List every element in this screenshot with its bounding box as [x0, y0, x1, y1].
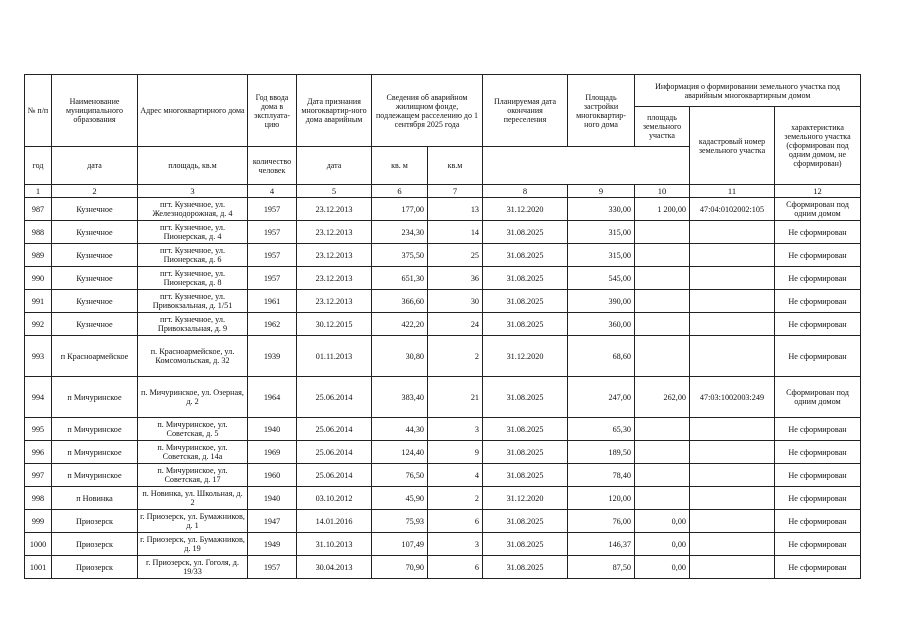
land-status: Сформирован под одним домом — [775, 377, 861, 418]
col-index: 3 — [138, 185, 248, 198]
land-status: Не сформирован — [775, 313, 861, 336]
building-area: 189,50 — [568, 441, 635, 464]
address: пгт. Кузнечное, ул. Пионерская, д. 6 — [138, 244, 248, 267]
building-area: 65,30 — [568, 418, 635, 441]
land-area: 0,00 — [635, 533, 690, 556]
area-sqm: 177,00 — [372, 198, 428, 221]
address: п. Красноармейское, ул. Комсомольская, д. 32 — [138, 336, 248, 377]
land-area — [635, 487, 690, 510]
building-area: 390,00 — [568, 290, 635, 313]
table-row — [25, 487, 861, 510]
people-count: 4 — [428, 464, 483, 487]
unit-people: количество человек — [248, 147, 297, 185]
col-index: 10 — [635, 185, 690, 198]
building-area: 87,50 — [568, 556, 635, 579]
area-sqm: 124,40 — [372, 441, 428, 464]
address: пгт. Кузнечное, ул. Пионерская, д. 8 — [138, 267, 248, 290]
municipality: п Мичуринское — [52, 464, 138, 487]
row-number: 987 — [25, 198, 52, 221]
people-count: 25 — [428, 244, 483, 267]
year-built: 1964 — [248, 377, 297, 418]
building-area: 315,00 — [568, 221, 635, 244]
table-row — [25, 221, 861, 244]
municipality: п Новинка — [52, 487, 138, 510]
unit-sqm: кв. м — [372, 147, 428, 185]
people-count: 9 — [428, 441, 483, 464]
people-count: 3 — [428, 418, 483, 441]
land-status: Сформирован под одним домом — [775, 198, 861, 221]
land-area — [635, 441, 690, 464]
land-area — [635, 221, 690, 244]
municipality: Кузнечное — [52, 313, 138, 336]
municipality: Приозерск — [52, 556, 138, 579]
col-index: 9 — [568, 185, 635, 198]
cadastral-number — [690, 533, 775, 556]
col-index: 12 — [775, 185, 861, 198]
planned-end-date: 31.08.2025 — [483, 290, 568, 313]
col-index: 7 — [428, 185, 483, 198]
table-row — [25, 267, 861, 290]
people-count: 3 — [428, 533, 483, 556]
year-built: 1940 — [248, 487, 297, 510]
area-sqm: 75,93 — [372, 510, 428, 533]
building-area: 68,60 — [568, 336, 635, 377]
land-area — [635, 336, 690, 377]
municipality: Кузнечное — [52, 244, 138, 267]
planned-end-date: 31.08.2025 — [483, 313, 568, 336]
emergency-date: 03.10.2012 — [297, 487, 372, 510]
year-built: 1947 — [248, 510, 297, 533]
building-area: 360,00 — [568, 313, 635, 336]
land-status: Не сформирован — [775, 221, 861, 244]
emergency-date: 25.06.2014 — [297, 464, 372, 487]
building-area: 545,00 — [568, 267, 635, 290]
land-area — [635, 418, 690, 441]
year-built: 1949 — [248, 533, 297, 556]
address: г. Приозерск, ул. Бумажников, д. 19 — [138, 533, 248, 556]
people-count: 14 — [428, 221, 483, 244]
planned-end-date: 31.08.2025 — [483, 533, 568, 556]
cadastral-number — [690, 418, 775, 441]
row-number: 1000 — [25, 533, 52, 556]
area-sqm: 30,80 — [372, 336, 428, 377]
people-count: 13 — [428, 198, 483, 221]
header-emergency-fund: Сведения об аварийном жилищном фонде, подлежащем расселению до 1 сентября 2025 года — [372, 75, 483, 147]
building-area: 330,00 — [568, 198, 635, 221]
planned-end-date: 31.12.2020 — [483, 198, 568, 221]
col-index: 1 — [25, 185, 52, 198]
municipality: Приозерск — [52, 510, 138, 533]
emergency-date: 01.11.2013 — [297, 336, 372, 377]
land-area: 1 200,00 — [635, 198, 690, 221]
cadastral-number — [690, 510, 775, 533]
header-row-1 — [25, 75, 861, 107]
header-municipality: Наименование муниципального образования — [52, 75, 138, 147]
municipality: Кузнечное — [52, 267, 138, 290]
table-row — [25, 290, 861, 313]
col-index: 8 — [483, 185, 568, 198]
land-status: Не сформирован — [775, 418, 861, 441]
municipality: п Мичуринское — [52, 441, 138, 464]
land-area — [635, 290, 690, 313]
land-area — [635, 313, 690, 336]
header-cadastral: кадастровый номер земельного участка — [690, 107, 775, 185]
unit-land-sqm: кв.м — [428, 147, 483, 185]
header-building-area: Площадь застройки многоквартир-ного дома — [568, 75, 635, 147]
planned-end-date: 31.12.2020 — [483, 336, 568, 377]
cadastral-number — [690, 441, 775, 464]
row-number: 993 — [25, 336, 52, 377]
emergency-date: 23.12.2013 — [297, 267, 372, 290]
cadastral-number — [690, 267, 775, 290]
planned-end-date: 31.08.2025 — [483, 244, 568, 267]
land-status: Не сформирован — [775, 487, 861, 510]
year-built: 1939 — [248, 336, 297, 377]
address: пгт. Кузнечное, ул. Пионерская, д. 4 — [138, 221, 248, 244]
table-row — [25, 198, 861, 221]
year-built: 1957 — [248, 267, 297, 290]
row-number: 992 — [25, 313, 52, 336]
people-count: 21 — [428, 377, 483, 418]
row-number: 989 — [25, 244, 52, 267]
unit-area: площадь, кв.м — [138, 147, 248, 185]
people-count: 36 — [428, 267, 483, 290]
col-index: 5 — [297, 185, 372, 198]
land-area — [635, 267, 690, 290]
year-built: 1969 — [248, 441, 297, 464]
area-sqm: 422,20 — [372, 313, 428, 336]
land-status: Не сформирован — [775, 510, 861, 533]
land-area — [635, 464, 690, 487]
column-number-row — [25, 185, 861, 198]
cadastral-number — [690, 556, 775, 579]
cadastral-number — [690, 487, 775, 510]
planned-end-date: 31.08.2025 — [483, 556, 568, 579]
address: пгт. Кузнечное, ул. Привокзальная, д. 9 — [138, 313, 248, 336]
municipality: п Красноармейское — [52, 336, 138, 377]
municipality: Кузнечное — [52, 290, 138, 313]
building-area: 146,37 — [568, 533, 635, 556]
header-planned-date: Планируемая дата окончания переселения — [483, 75, 568, 147]
table-row — [25, 556, 861, 579]
address: п. Новинка, ул. Школьная, д. 2 — [138, 487, 248, 510]
header-land-info: Информация о формировании земельного участка под аварийным многоквартирным домом — [635, 75, 861, 107]
planned-end-date: 31.12.2020 — [483, 487, 568, 510]
area-sqm: 45,90 — [372, 487, 428, 510]
table-row — [25, 441, 861, 464]
land-area: 0,00 — [635, 510, 690, 533]
people-count: 6 — [428, 556, 483, 579]
address: п. Мичуринское, ул. Советская, д. 14а — [138, 441, 248, 464]
cadastral-number — [690, 464, 775, 487]
area-sqm: 70,90 — [372, 556, 428, 579]
area-sqm: 44,30 — [372, 418, 428, 441]
land-status: Не сформирован — [775, 267, 861, 290]
table-row — [25, 313, 861, 336]
row-number: 988 — [25, 221, 52, 244]
header-address: Адрес многоквартирного дома — [138, 75, 248, 147]
document-page — [24, 74, 861, 579]
area-sqm: 366,60 — [372, 290, 428, 313]
emergency-housing-table — [24, 74, 861, 579]
cadastral-number — [690, 221, 775, 244]
table-row — [25, 533, 861, 556]
land-area: 0,00 — [635, 556, 690, 579]
cadastral-number — [690, 290, 775, 313]
row-number: 998 — [25, 487, 52, 510]
table-body — [25, 198, 861, 579]
municipality: п Мичуринское — [52, 377, 138, 418]
building-area: 120,00 — [568, 487, 635, 510]
address: п. Мичуринское, ул. Советская, д. 5 — [138, 418, 248, 441]
table-row — [25, 336, 861, 377]
row-number: 991 — [25, 290, 52, 313]
emergency-date: 23.12.2013 — [297, 244, 372, 267]
address: пгт. Кузнечное, ул. Железнодорожная, д. 4 — [138, 198, 248, 221]
header-land-area: площадь земельного участка — [635, 107, 690, 147]
municipality: Приозерск — [52, 533, 138, 556]
table-row — [25, 510, 861, 533]
table-row — [25, 244, 861, 267]
row-number: 1001 — [25, 556, 52, 579]
building-area: 76,00 — [568, 510, 635, 533]
municipality: Кузнечное — [52, 221, 138, 244]
planned-end-date: 31.08.2025 — [483, 221, 568, 244]
land-status: Не сформирован — [775, 441, 861, 464]
address: п. Мичуринское, ул. Озерная, д. 2 — [138, 377, 248, 418]
year-built: 1940 — [248, 418, 297, 441]
header-land-status: характеристика земельного участка (сформирован под одним домом, не сформирован) — [775, 107, 861, 185]
area-sqm: 107,49 — [372, 533, 428, 556]
people-count: 2 — [428, 487, 483, 510]
area-sqm: 383,40 — [372, 377, 428, 418]
row-number: 990 — [25, 267, 52, 290]
area-sqm: 375,50 — [372, 244, 428, 267]
year-built: 1960 — [248, 464, 297, 487]
people-count: 2 — [428, 336, 483, 377]
emergency-date: 25.06.2014 — [297, 418, 372, 441]
row-number: 999 — [25, 510, 52, 533]
unit-year: год — [25, 147, 52, 185]
year-built: 1962 — [248, 313, 297, 336]
year-built: 1957 — [248, 221, 297, 244]
emergency-date: 31.10.2013 — [297, 533, 372, 556]
cadastral-number — [690, 313, 775, 336]
year-built: 1957 — [248, 198, 297, 221]
emergency-date: 25.06.2014 — [297, 377, 372, 418]
municipality: Кузнечное — [52, 198, 138, 221]
cadastral-number: 47:03:1002003:249 — [690, 377, 775, 418]
people-count: 6 — [428, 510, 483, 533]
row-number: 996 — [25, 441, 52, 464]
planned-end-date: 31.08.2025 — [483, 267, 568, 290]
table-row — [25, 418, 861, 441]
cadastral-number — [690, 244, 775, 267]
emergency-date: 23.12.2013 — [297, 198, 372, 221]
year-built: 1957 — [248, 556, 297, 579]
planned-end-date: 31.08.2025 — [483, 510, 568, 533]
col-index: 4 — [248, 185, 297, 198]
land-status: Не сформирован — [775, 533, 861, 556]
emergency-date: 25.06.2014 — [297, 441, 372, 464]
unit-end-date: дата — [297, 147, 372, 185]
row-number: 994 — [25, 377, 52, 418]
building-area: 78,40 — [568, 464, 635, 487]
planned-end-date: 31.08.2025 — [483, 418, 568, 441]
unit-date: дата — [52, 147, 138, 185]
table-row — [25, 464, 861, 487]
address: г. Приозерск, ул. Гоголя, д. 19/33 — [138, 556, 248, 579]
emergency-date: 30.12.2015 — [297, 313, 372, 336]
emergency-date: 23.12.2013 — [297, 221, 372, 244]
address: г. Приозерск, ул. Бумажников, д. 1 — [138, 510, 248, 533]
land-status: Не сформирован — [775, 336, 861, 377]
area-sqm: 234,30 — [372, 221, 428, 244]
land-status: Не сформирован — [775, 244, 861, 267]
planned-end-date: 31.08.2025 — [483, 377, 568, 418]
year-built: 1957 — [248, 244, 297, 267]
land-area: 262,00 — [635, 377, 690, 418]
address: пгт. Кузнечное, ул. Привокзальная, д. 1/51 — [138, 290, 248, 313]
address: п. Мичуринское, ул. Советская, д. 17 — [138, 464, 248, 487]
col-index: 6 — [372, 185, 428, 198]
building-area: 315,00 — [568, 244, 635, 267]
cadastral-number — [690, 336, 775, 377]
building-area: 247,00 — [568, 377, 635, 418]
table-row — [25, 377, 861, 418]
cadastral-number: 47:04:0102002:105 — [690, 198, 775, 221]
people-count: 24 — [428, 313, 483, 336]
col-index: 2 — [52, 185, 138, 198]
planned-end-date: 31.08.2025 — [483, 441, 568, 464]
header-year: Год ввода дома в эксплуата-цию — [248, 75, 297, 147]
header-number: № п/п — [25, 75, 52, 147]
land-status: Не сформирован — [775, 464, 861, 487]
emergency-date: 14.01.2016 — [297, 510, 372, 533]
col-index: 11 — [690, 185, 775, 198]
header-emergency-date: Дата признания многоквартир-ного дома аварийным — [297, 75, 372, 147]
row-number: 997 — [25, 464, 52, 487]
land-area — [635, 244, 690, 267]
land-status: Не сформирован — [775, 556, 861, 579]
year-built: 1961 — [248, 290, 297, 313]
planned-end-date: 31.08.2025 — [483, 464, 568, 487]
emergency-date: 30.04.2013 — [297, 556, 372, 579]
row-number: 995 — [25, 418, 52, 441]
emergency-date: 23.12.2013 — [297, 290, 372, 313]
area-sqm: 76,50 — [372, 464, 428, 487]
area-sqm: 651,30 — [372, 267, 428, 290]
land-status: Не сформирован — [775, 290, 861, 313]
people-count: 30 — [428, 290, 483, 313]
municipality: п Мичуринское — [52, 418, 138, 441]
